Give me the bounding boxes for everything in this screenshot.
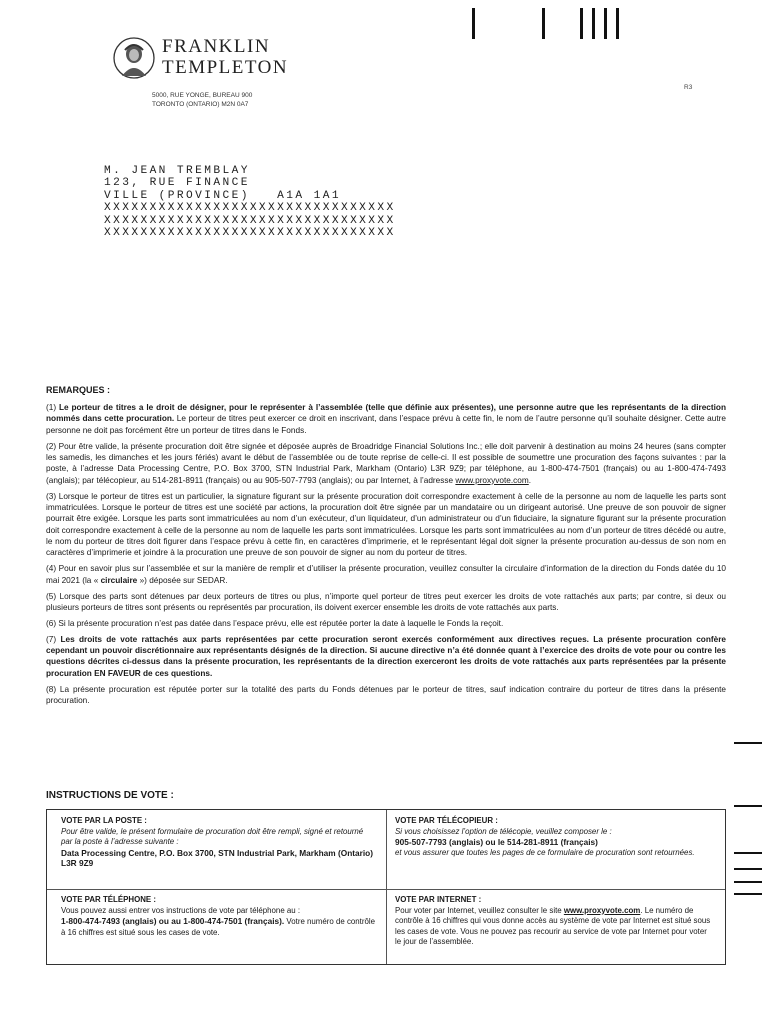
- barcode-mark: [592, 8, 595, 39]
- proxyvote-link[interactable]: www.proxyvote.com: [563, 905, 641, 915]
- recipient-line: 123, RUE FINANCE: [104, 177, 250, 190]
- remark-text: Le porteur de titres peut exercer ce droit en inscrivant, dans l’espace prévu à cette fin, le nom de l’autre personne qu’il souhaite désigner. Cette autre personne ne doit pas forcément être un porteur de titres dans le Fonds.: [46, 414, 726, 435]
- logo-line-1: FRANKLIN: [162, 36, 271, 57]
- remark-text: (2) Pour être valide, la présente procuration doit être signée et déposée auprès de Broadridge Financial Solutions Inc.; elle doit parvenir à destination au moins 24 heures (sans compter les samedis, les dimanches et les jours fériés) avant le début de l’assemblée ou de toute reprise de celle-ci. Il est possible de soumettre une procuration des façons suivantes : par la poste, à l’adresse Data Processing Centre, P.O. Box 3700, STN Industrial Park, Markham (Ontario) L3R 9Z9; par téléphone, au 1-800-474-7501 (français) ou au 1-800-474-7493 (anglais); par télécopieur, au 514-281-8911 (français) ou au 905-507-7793 (anglais); ou par Internet, à l’adresse: [46, 441, 726, 485]
- remark-bold: circulaire: [100, 575, 138, 585]
- table-divider: [47, 889, 725, 890]
- barcode-mark: [616, 8, 619, 39]
- barcode-mark: [542, 8, 545, 39]
- recipient-line: VILLE (PROVINCE) A1A 1A1: [104, 189, 341, 202]
- remark-5: (5) Lorsque des parts sont détenues par deux porteurs de titres ou plus, n’importe quel porteur de titres peut exercer les droits de vote rattachés aux parts; par contre, si deux ou plusieurs porteurs de titres sont présents ou représentés par procuration, ils doivent exercer ensemble les droits de vote rattachés aux parts.: [46, 591, 726, 612]
- cell-italic: Si vous choisissez l’option de télécopie, veuillez composer le :: [395, 826, 612, 836]
- vote-by-phone-cell: [61, 895, 379, 938]
- vote-by-internet-cell: [395, 895, 715, 948]
- franklin-portrait-icon: [112, 36, 156, 80]
- cell-heading: VOTE PAR TÉLÉCOPIEUR :: [395, 816, 498, 825]
- remark-number: (7): [46, 634, 61, 644]
- barcode-mark: [580, 8, 583, 39]
- remark-2: [46, 441, 726, 486]
- remarks-list: [46, 402, 726, 711]
- margin-mark: [734, 852, 762, 854]
- cell-heading: VOTE PAR INTERNET :: [395, 895, 482, 904]
- recipient-line: XXXXXXXXXXXXXXXXXXXXXXXXXXXXXXXX: [104, 202, 396, 215]
- remark-text: ») déposée sur SEDAR.: [137, 575, 228, 585]
- remark-3: (3) Lorsque le porteur de titres est un particulier, la signature figurant sur la présente procuration doit correspondre exactement à celle de la personne au nom de laquelle les parts sont immatriculées. Lorsque le porteur de titres est une société par actions, la procuration doit être signée par un mandataire ou un dirigeant autorisé. Une preuve de son pouvoir de signer pourrait être exigée. Lorsque les parts sont immatriculées au nom d’un exécuteur, d’un liquidateur, d’un administrateur ou d’un fiduciaire, la signature figurant sur la présente procuration doit correspondre exactement à celle de la personne au nom de laquelle les parts sont immatriculées. Lorsque les parts sont immatriculées au nom d’un porteur de titres décédé ou autre, le nom du porteur de titres doit figurer dans l’espace prévu à cette fin, en caractères d’imprimerie, et le représentant légal doit signer la présente procuration au-dessus de son nom en caractères d’imprimerie et joindre à la procuration une preuve de son pouvoir de signer au nom du porteur de titres.: [46, 491, 726, 558]
- phone-numbers: 1-800-474-7493 (anglais) ou au 1-800-474-7501 (français).: [61, 916, 285, 926]
- remark-number: (1): [46, 403, 59, 412]
- cell-italic: et vous assurer que toutes les pages de ce formulaire de procuration sont retournées.: [395, 847, 695, 857]
- remark-8: (8) La présente procuration est réputée porter sur la totalité des parts du Fonds détenues par le porteur de titres, sauf indication contraire du porteur de titres dans la présente procuration.: [46, 684, 726, 706]
- margin-mark: [734, 805, 762, 807]
- remark-text: (4) Pour en savoir plus sur l’assemblée et sur la manière de remplir et d’utiliser la présente procuration, veuillez consulter la circulaire d’information de la direction du Fonds datée du 10 mai 2021 (la «: [46, 564, 726, 585]
- cell-text: Vous pouvez aussi entrer vos instructions de vote par téléphone au :: [61, 905, 301, 915]
- mail-address: Data Processing Centre, P.O. Box 3700, STN Industrial Park, Markham (Ontario) L3R 9Z9: [61, 847, 373, 868]
- remark-text: .: [528, 475, 532, 485]
- voting-instructions-table: [46, 809, 726, 965]
- barcode-mark: [472, 8, 475, 39]
- recipient-line: M. JEAN TREMBLAY: [104, 165, 250, 177]
- remark-4: [46, 563, 726, 586]
- recipient-address: [104, 165, 396, 239]
- remark-bold: Les droits de vote rattachés aux parts représentées par cette procuration seront exercés conformément aux directives reçues. La présente procuration confère cependant un pouvoir discrétionnaire aux représentants désignés de la direction. Si aucune directive n’a été donnée quant à l’exercice des droits de vote pour ou contre les questions décrites ci-dessus dans la présente procuration, les représentants de la direction exerceront les droits de vote rattachés aux parts représentées par la présente procuration EN FAVEUR de ces questions.: [46, 634, 727, 678]
- remark-7: [46, 634, 726, 679]
- form-code: R3: [684, 84, 693, 91]
- cell-text: Votre numéro de contrôle à 16 chiffres est situé sous les cases de vote.: [61, 917, 376, 937]
- remarks-title: REMARQUES :: [46, 385, 111, 395]
- sender-address-line: TORONTO (ONTARIO) M2N 0A7: [152, 101, 249, 108]
- margin-mark: [734, 742, 762, 744]
- cell-text: . Le numéro de contrôle à 16 chiffres qui vous donne accès au système de vote par Internet est situé sous les cases de vote. Vous ne pouvez pas recourir au service de vote par Internet pour voter le jour de l’assemblée.: [395, 905, 711, 946]
- vote-by-mail-cell: [61, 816, 375, 869]
- cell-heading: VOTE PAR TÉLÉPHONE :: [61, 895, 156, 904]
- margin-mark: [734, 881, 762, 883]
- instructions-title: INSTRUCTIONS DE VOTE :: [46, 790, 174, 801]
- cell-italic: Pour être valide, le présent formulaire de procuration doit être rempli, signé et retourné par la poste à l’adresse suivante :: [61, 826, 364, 846]
- margin-mark: [734, 868, 762, 870]
- table-divider: [386, 810, 387, 964]
- barcode-mark: [604, 8, 607, 39]
- recipient-line: XXXXXXXXXXXXXXXXXXXXXXXXXXXXXXXX: [104, 214, 396, 227]
- remark-bold: Le porteur de titres a le droit de désigner, pour le représenter à l’assemblée (telle que définie aux présentes), une personne autre que les représentants de la direction nommés dans cette procuration.: [46, 403, 727, 424]
- fax-numbers: 905-507-7793 (anglais) ou le 514-281-8911 (français): [395, 837, 598, 847]
- margin-mark: [734, 893, 762, 895]
- remark-1: [46, 402, 726, 436]
- cell-heading: VOTE PAR LA POSTE :: [61, 816, 147, 825]
- vote-by-fax-cell: [395, 816, 715, 858]
- sender-address: [152, 91, 252, 109]
- remark-6: (6) Si la présente procuration n’est pas datée dans l’espace prévu, elle est réputée porter la date à laquelle le Fonds la reçoit.: [46, 618, 504, 628]
- sender-address-line: 5000, RUE YONGE, BUREAU 900: [152, 92, 253, 99]
- brand-logo: [162, 36, 288, 78]
- proxyvote-link[interactable]: www.proxyvote.com: [455, 475, 529, 485]
- cell-text: Pour voter par Internet, veuillez consulter le site: [395, 905, 564, 915]
- logo-line-2: TEMPLETON: [162, 57, 289, 78]
- recipient-line: XXXXXXXXXXXXXXXXXXXXXXXXXXXXXXXX: [104, 227, 396, 240]
